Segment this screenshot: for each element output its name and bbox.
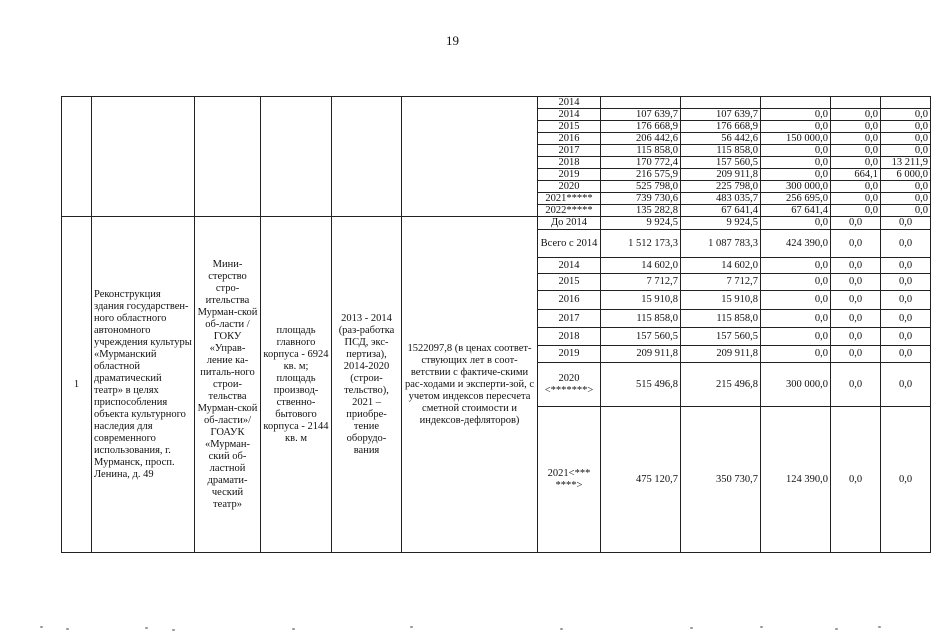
total-cell: 170 772,4	[601, 157, 681, 169]
scan-noise	[0, 622, 905, 636]
extra-cell: 13 211,9	[881, 157, 931, 169]
federal-cell	[761, 97, 831, 109]
regional-cell: 157 560,5	[681, 157, 761, 169]
year-cell: 2014	[538, 97, 601, 109]
local-cell: 0,0	[831, 274, 881, 291]
total-cell: 739 730,6	[601, 193, 681, 205]
prev-cost-cell	[402, 97, 538, 217]
scan-speck	[760, 626, 763, 628]
local-cell: 0,0	[831, 205, 881, 217]
total-cell: 115 858,0	[601, 310, 681, 328]
federal-cell: 424 390,0	[761, 230, 831, 258]
regional-cell: 176 668,9	[681, 121, 761, 133]
prev-capacity-cell	[261, 97, 332, 217]
extra-cell: 0,0	[881, 230, 931, 258]
extra-cell: 0,0	[881, 363, 931, 407]
year-cell: 2015	[538, 121, 601, 133]
regional-cell	[681, 97, 761, 109]
local-cell: 0,0	[831, 109, 881, 121]
regional-cell: 115 858,0	[681, 145, 761, 157]
scan-speck	[40, 626, 43, 628]
federal-cell: 0,0	[761, 145, 831, 157]
scan-speck	[410, 626, 413, 628]
federal-cell: 256 695,0	[761, 193, 831, 205]
year-cell: 2015	[538, 274, 601, 291]
extra-cell: 0,0	[881, 217, 931, 230]
federal-cell: 0,0	[761, 121, 831, 133]
regional-cell: 1 087 783,3	[681, 230, 761, 258]
local-cell: 0,0	[831, 310, 881, 328]
scan-speck	[835, 628, 838, 630]
regional-cell: 157 560,5	[681, 328, 761, 346]
federal-cell: 0,0	[761, 258, 831, 274]
project-customer-cell: Мини-стерство стро-ительства Мурман-ской об-ласти /ГОКУ «Управ-ление ка-питаль-ного строи-тельства Мурман-ской об-ласти»/ ГОАУК «Мурман-ский об-ластной драмати-ческий театр»	[195, 217, 261, 553]
extra-cell: 0,0	[881, 346, 931, 363]
local-cell: 0,0	[831, 407, 881, 553]
extra-cell: 0,0	[881, 181, 931, 193]
federal-cell: 300 000,0	[761, 181, 831, 193]
regional-cell: 215 496,8	[681, 363, 761, 407]
project-name-cell: Реконструкция здания государствен-ного областного автономного учреждения культуры «Мурманский областной драматический театр» в целях приспособления объекта культурного наследия для современного использования, г. Мурманск, просп. Ленина, д. 49	[92, 217, 195, 553]
regional-cell: 7 712,7	[681, 274, 761, 291]
extra-cell	[881, 97, 931, 109]
total-cell: 515 496,8	[601, 363, 681, 407]
federal-cell: 300 000,0	[761, 363, 831, 407]
regional-cell: 107 639,7	[681, 109, 761, 121]
prev-customer-cell	[195, 97, 261, 217]
federal-cell: 0,0	[761, 157, 831, 169]
regional-cell: 209 911,8	[681, 169, 761, 181]
federal-cell: 0,0	[761, 169, 831, 181]
total-cell: 206 442,6	[601, 133, 681, 145]
year-cell: Всего с 2014	[538, 230, 601, 258]
year-cell: 2020	[538, 181, 601, 193]
local-cell: 0,0	[831, 157, 881, 169]
prev-num-cell	[62, 97, 92, 217]
project-num-cell: 1	[62, 217, 92, 553]
scan-speck	[172, 629, 175, 631]
total-cell: 107 639,7	[601, 109, 681, 121]
extra-cell: 0,0	[881, 407, 931, 553]
scan-speck	[560, 628, 563, 630]
federal-cell: 0,0	[761, 346, 831, 363]
total-cell: 176 668,9	[601, 121, 681, 133]
total-cell	[601, 97, 681, 109]
federal-cell: 0,0	[761, 291, 831, 310]
federal-cell: 124 390,0	[761, 407, 831, 553]
scan-speck	[292, 628, 295, 630]
year-cell: 2021*****	[538, 193, 601, 205]
local-cell: 0,0	[831, 181, 881, 193]
year-cell: 2014	[538, 109, 601, 121]
federal-cell: 150 000,0	[761, 133, 831, 145]
total-cell: 216 575,9	[601, 169, 681, 181]
scan-speck	[690, 627, 693, 629]
year-cell: До 2014	[538, 217, 601, 230]
year-cell: 2014	[538, 258, 601, 274]
regional-cell: 350 730,7	[681, 407, 761, 553]
local-cell: 0,0	[831, 291, 881, 310]
extra-cell: 0,0	[881, 205, 931, 217]
year-cell: 2019	[538, 346, 601, 363]
year-cell: 2016	[538, 291, 601, 310]
total-cell: 1 512 173,3	[601, 230, 681, 258]
extra-cell: 0,0	[881, 274, 931, 291]
total-cell: 14 602,0	[601, 258, 681, 274]
year-cell: 2021<*** ****>	[538, 407, 601, 553]
federal-cell: 67 641,4	[761, 205, 831, 217]
year-cell: 2016	[538, 133, 601, 145]
regional-cell: 56 442,6	[681, 133, 761, 145]
scan-speck	[66, 628, 69, 630]
regional-cell: 9 924,5	[681, 217, 761, 230]
project-capacity-cell: площадь главного корпуса - 6924 кв. м; площадь производ-ственно-бытового корпуса - 2144 кв. м	[261, 217, 332, 553]
total-cell: 157 560,5	[601, 328, 681, 346]
table-body	[62, 97, 931, 553]
total-cell: 525 798,0	[601, 181, 681, 193]
budget-table	[61, 96, 931, 553]
local-cell: 0,0	[831, 328, 881, 346]
total-cell: 9 924,5	[601, 217, 681, 230]
year-cell: 2017	[538, 310, 601, 328]
extra-cell: 0,0	[881, 193, 931, 205]
regional-cell: 67 641,4	[681, 205, 761, 217]
year-cell: 2018	[538, 328, 601, 346]
local-cell: 0,0	[831, 346, 881, 363]
scan-speck	[878, 626, 881, 628]
total-cell: 475 120,7	[601, 407, 681, 553]
federal-cell: 0,0	[761, 109, 831, 121]
prev-name-cell	[92, 97, 195, 217]
regional-cell: 15 910,8	[681, 291, 761, 310]
regional-cell: 115 858,0	[681, 310, 761, 328]
year-cell: 2022*****	[538, 205, 601, 217]
scan-speck	[145, 627, 148, 629]
total-cell: 115 858,0	[601, 145, 681, 157]
total-cell: 15 910,8	[601, 291, 681, 310]
project-period-cell: 2013 - 2014 (раз-работка ПСД, экс-пертиза), 2014-2020 (строи-тельство), 2021 – приобре-тение оборудо-вания	[332, 217, 402, 553]
regional-cell: 225 798,0	[681, 181, 761, 193]
extra-cell: 0,0	[881, 109, 931, 121]
federal-cell: 0,0	[761, 274, 831, 291]
local-cell: 0,0	[831, 121, 881, 133]
regional-cell: 209 911,8	[681, 346, 761, 363]
extra-cell: 0,0	[881, 133, 931, 145]
local-cell: 0,0	[831, 145, 881, 157]
local-cell: 0,0	[831, 258, 881, 274]
table-row	[62, 217, 931, 230]
regional-cell: 14 602,0	[681, 258, 761, 274]
total-cell: 7 712,7	[601, 274, 681, 291]
local-cell: 0,0	[831, 133, 881, 145]
extra-cell: 0,0	[881, 121, 931, 133]
local-cell	[831, 97, 881, 109]
extra-cell: 0,0	[881, 310, 931, 328]
total-cell: 209 911,8	[601, 346, 681, 363]
prev-period-cell	[332, 97, 402, 217]
local-cell: 0,0	[831, 363, 881, 407]
page-number: 19	[446, 33, 459, 48]
local-cell: 0,0	[831, 217, 881, 230]
table-row	[62, 97, 931, 109]
project-cost-cell: 1522097,8 (в ценах соответ-ствующих лет в соот-ветствии с фактиче-скими рас-ходами и эксперти-зой, с учетом индексов пересчета сметной стоимости и индексов-дефляторов)	[402, 217, 538, 553]
extra-cell: 0,0	[881, 291, 931, 310]
regional-cell: 483 035,7	[681, 193, 761, 205]
federal-cell: 0,0	[761, 217, 831, 230]
total-cell: 135 282,8	[601, 205, 681, 217]
year-cell: 2018	[538, 157, 601, 169]
local-cell: 664,1	[831, 169, 881, 181]
federal-cell: 0,0	[761, 310, 831, 328]
federal-cell: 0,0	[761, 328, 831, 346]
year-cell: 2019	[538, 169, 601, 181]
year-cell: 2020 <*******>	[538, 363, 601, 407]
year-cell: 2017	[538, 145, 601, 157]
extra-cell: 0,0	[881, 328, 931, 346]
extra-cell: 6 000,0	[881, 169, 931, 181]
extra-cell: 0,0	[881, 145, 931, 157]
local-cell: 0,0	[831, 230, 881, 258]
local-cell: 0,0	[831, 193, 881, 205]
extra-cell: 0,0	[881, 258, 931, 274]
